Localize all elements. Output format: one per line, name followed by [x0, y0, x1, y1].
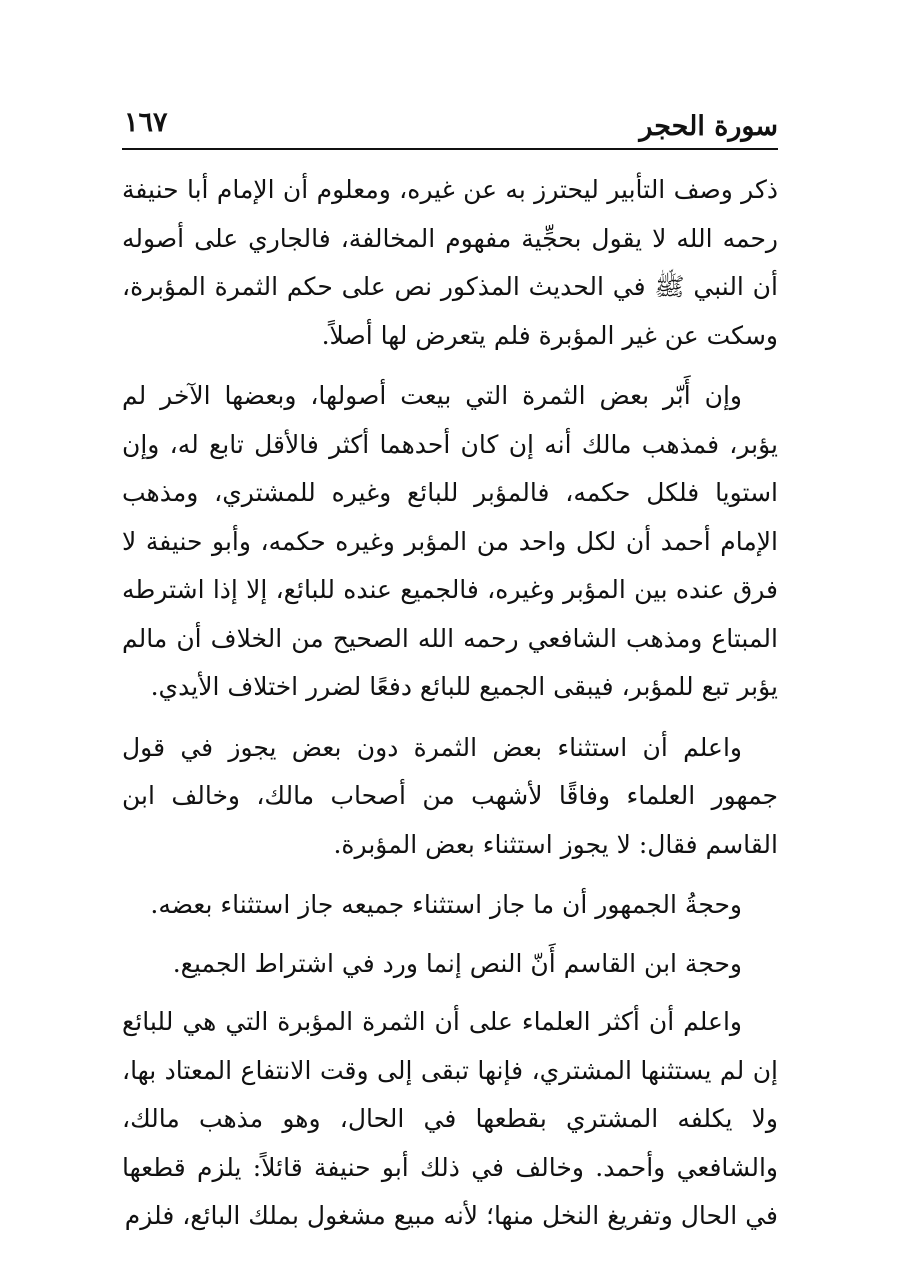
paragraph: وحجةُ الجمهور أن ما جاز استثناء جميعه جاز استثناء بعضه. [150, 890, 742, 919]
page-number: ١٦٧ [124, 107, 168, 138]
page-header [122, 104, 778, 150]
page-body [122, 166, 778, 1253]
paragraph: واعلم أن استثناء بعض الثمرة دون بعض يجوز في قول جمهور العلماء وفاقًا لأشهب من أصحاب مالك، وخالف ابن القاسم فقال: لا يجوز استثناء بعض المؤبرة. [122, 732, 778, 859]
paragraph: وحجة ابن القاسم أَنّ النص إنما ورد في اشتراط الجميع. [172, 948, 742, 978]
running-title: سورة الحجر [639, 111, 778, 142]
paragraph: وإن أَبّر بعض الثمرة التي بيعت أصولها، وبعضها الآخر لم يؤبر، فمذهب مالك أنه إن كان أحدهما أكثر فالأقل تابع له، وإن استويا فلكل حكمه، فالمؤبر للبائع وغيره للمشتري، ومذهب الإمام أحمد أن لكل واحد من المؤبر وغيره حكمه، وأبو حنيفة لا فرق عنده بين المؤبر وغيره، فالجميع عنده للبائع، إلا إذا اشترطه المبتاع ومذهب الشافعي رحمه الله الصحيح من الخلاف أن مالم يؤبر تبع للمؤبر، فيبقى الجميع للبائع دفعًا لضرر اختلاف الأيدي. [122, 381, 778, 701]
paragraph: واعلم أن أكثر العلماء على أن الثمرة المؤبرة التي هي للبائع إن لم يستثنها المشتري، فإنها تبقى إلى وقت الانتفاع المعتاد بها، ولا يكلفه المشتري بقطعها في الحال، وهو مذهب مالك، والشافعي وأحمد. وخالف في ذلك أبو حنيفة قائلاً: يلزم قطعها في الحال وتفريغ النخل منها؛ لأنه مبيع مشغول بملك البائع، فلزم [122, 1007, 778, 1230]
paragraph: ذكر وصف التأبير ليحترز به عن غيره، ومعلوم أن الإمام أبا حنيفة رحمه الله لا يقول بحجِّية مفهوم المخالفة، فالجاري على أصوله أن النبي ﷺ في الحديث المذكور نص على حكم الثمرة المؤبرة، وسكت عن غير المؤبرة فلم يتعرض لها أصلاً. [122, 175, 778, 350]
